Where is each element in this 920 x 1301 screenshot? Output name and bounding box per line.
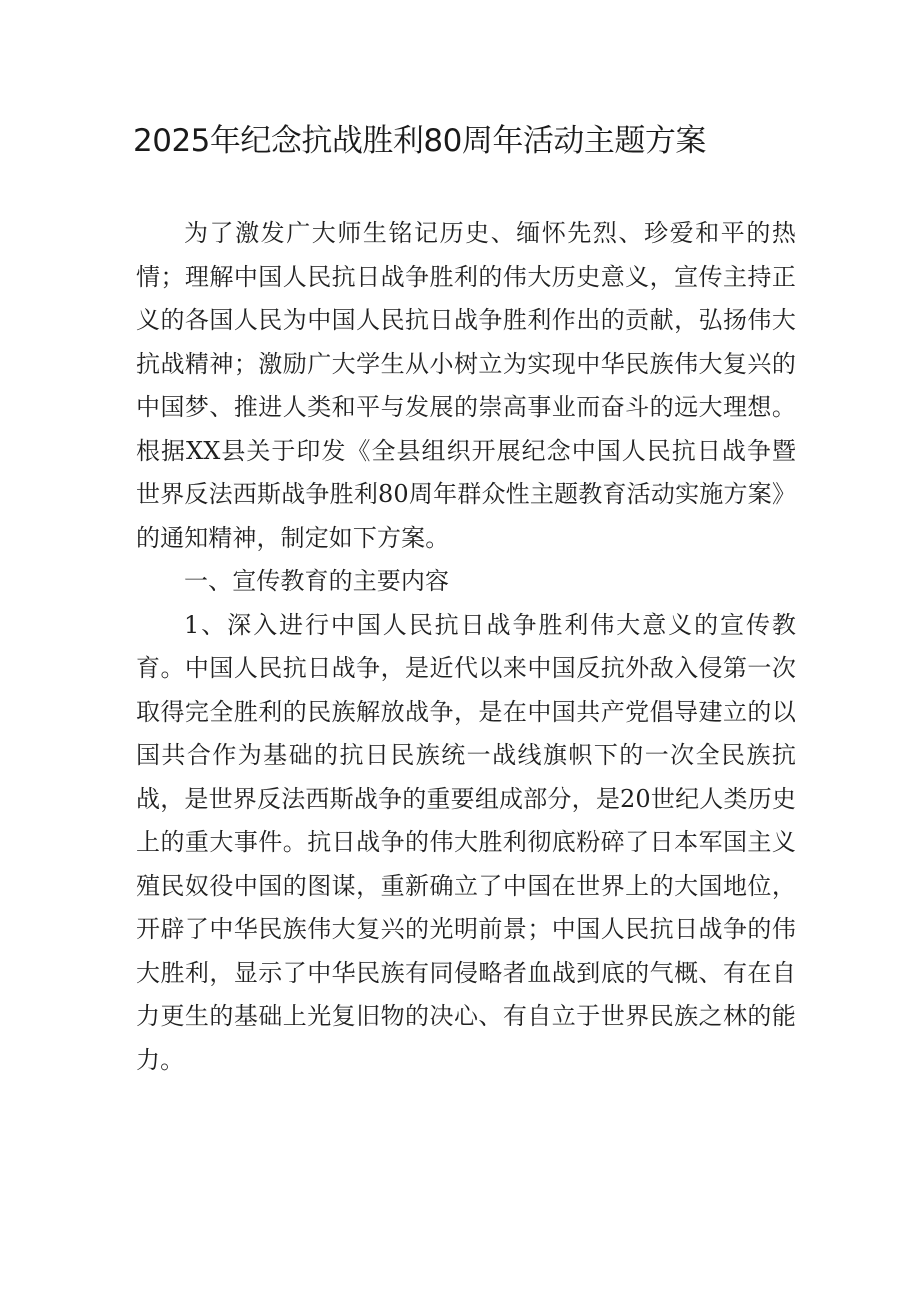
section-heading: 一、宣传教育的主要内容 (184, 567, 450, 595)
document-body (136, 212, 796, 1082)
intro-paragraph: 为了激发广大师生铭记历史、缅怀先烈、珍爱和平的热情；理解中国人民抗日战争胜利的伟大历史意义，宣传主持正义的各国人民为中国人民抗日战争胜利作出的贡献，弘扬伟大抗战精神；激励广大学生从小树立为实现中华民族伟大复兴的中国梦、推进人类和平与发展的崇高事业而奋斗的远大理想。根据XX县关于印发《全县组织开展纪念中国人民抗日战争暨世界反法西斯战争胜利80周年群众性主题教育活动实施方案》的通知精神，制定如下方案。 (136, 219, 796, 552)
content-paragraph: 1、深入进行中国人民抗日战争胜利伟大意义的宣传教育。中国人民抗日战争，是近代以来中国反抗外敌入侵第一次取得完全胜利的民族解放战争，是在中国共产党倡导建立的以国共合作为基础的抗日民族统一战线旗帜下的一次全民族抗战，是世界反法西斯战争的重要组成部分，是20世纪人类历史上的重大事件。抗日战争的伟大胜利彻底粉碎了日本军国主义殖民奴役中国的图谋，重新确立了中国在世界上的大国地位，开辟了中华民族伟大复兴的光明前景；中国人民抗日战争的伟大胜利，显示了中华民族有同侵略者血战到底的气概、有在自力更生的基础上光复旧物的决心、有自立于世界民族之林的能力。 (136, 610, 796, 1074)
document-title: 2025年纪念抗战胜利80周年活动主题方案 (133, 123, 706, 159)
